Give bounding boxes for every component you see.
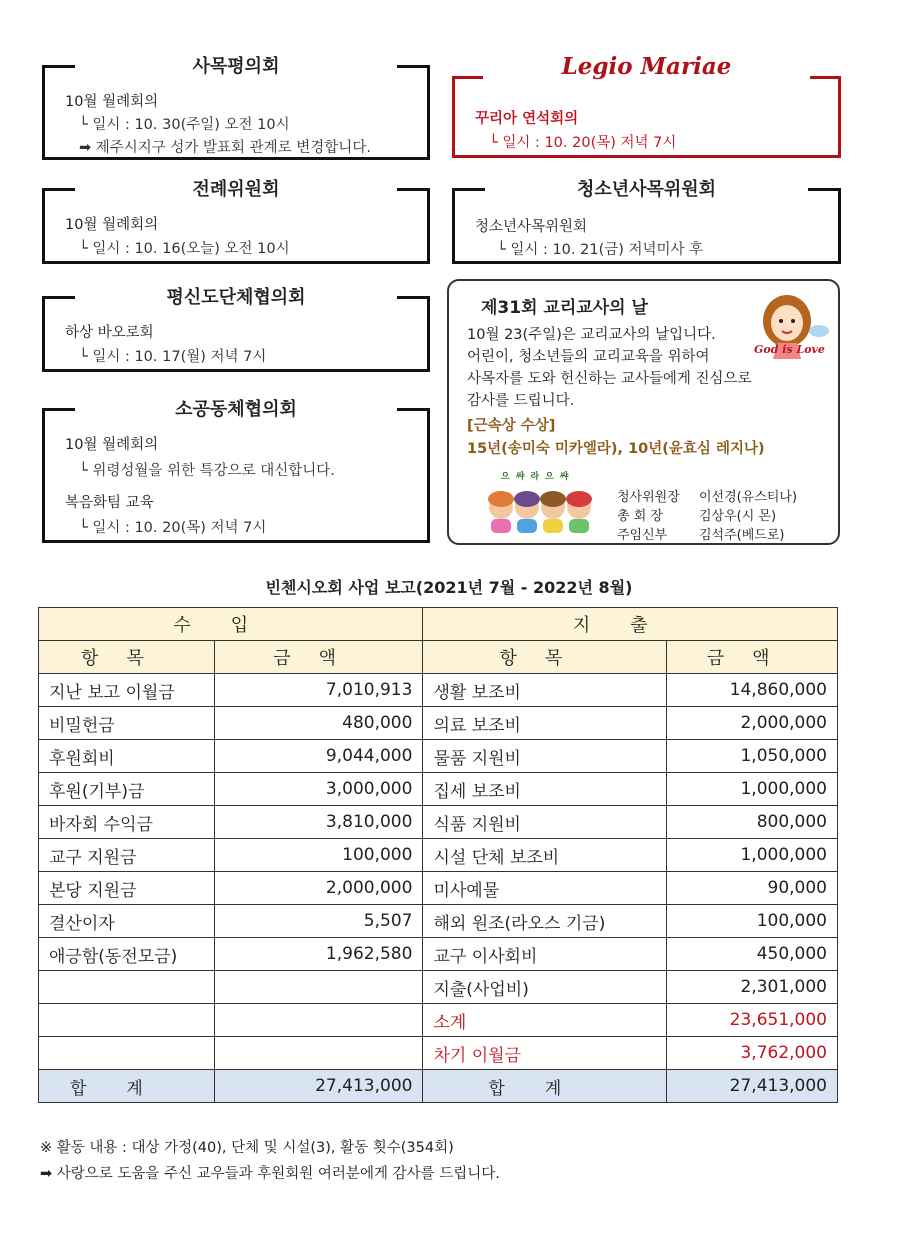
community-title: 소공동체협의회 [175, 399, 297, 420]
table-row [39, 938, 838, 971]
youth-line-1: 청소년사목위원회 [475, 219, 588, 235]
table-row [39, 1004, 838, 1037]
income-item-cell: 후원회비 [39, 740, 215, 773]
expense-item-cell: 시설 단체 보조비 [423, 839, 667, 872]
income-amount-cell [214, 971, 423, 1004]
table-row [39, 740, 838, 773]
signer-role-2: 총 회 장 [617, 509, 663, 524]
income-amount-cell: 7,010,913 [214, 674, 423, 707]
community-line-3: 복음화팀 교육 [65, 495, 154, 511]
note-1: ※ 활동 내용 : 대상 가정(40), 단체 및 시설(3), 활동 횟수(354회) [40, 1140, 454, 1156]
table-row [39, 806, 838, 839]
report-title: 빈첸시오회 사업 보고(2021년 7월 - 2022년 8월) [265, 578, 633, 597]
expense-item-cell: 생활 보조비 [423, 674, 667, 707]
expense-amount-cell: 1,050,000 [667, 740, 838, 773]
signer-name-2: 김상우(시 몬) [699, 509, 777, 524]
award-title: [근속상 수상] [467, 418, 556, 434]
income-item-cell [39, 1004, 215, 1037]
samok-line-2: └ 일시 : 10. 30(주일) 오전 10시 [79, 117, 290, 133]
note-2: ➡ 사랑으로 도움을 주신 교우들과 후원회원 여러분에게 감사를 드립니다. [40, 1166, 500, 1182]
jeonrye-line-1: 10월 월례회의 [65, 217, 159, 233]
income-item-cell: 애긍함(동전모금) [39, 938, 215, 971]
jeonrye-title: 전례위원회 [192, 179, 280, 200]
expense-item-cell: 미사예물 [423, 872, 667, 905]
legio-box [452, 53, 841, 158]
expense-item-cell: 차기 이월금 [423, 1037, 667, 1070]
expense-item-header: 항목 [423, 641, 667, 674]
expense-amount-cell: 3,762,000 [667, 1037, 838, 1070]
catechist-body-3: 사목자를 도와 헌신하는 교사들에게 진심으로 [467, 371, 752, 387]
expense-amount-cell: 23,651,000 [667, 1004, 838, 1037]
income-item-cell: 후원(기부)금 [39, 773, 215, 806]
youth-box [452, 179, 841, 264]
expense-total-label: 합계 [423, 1070, 667, 1103]
community-line-1: 10월 월례회의 [65, 437, 159, 453]
signer-name-3: 김석주(베드로) [699, 528, 785, 543]
table-row [39, 971, 838, 1004]
legio-line-2: └ 일시 : 10. 20(목) 저녁 7시 [489, 135, 677, 151]
expense-amount-cell: 2,301,000 [667, 971, 838, 1004]
expense-amount-cell: 2,000,000 [667, 707, 838, 740]
samok-line-3: ➡ 제주시지구 성가 발표회 관계로 변경합니다. [79, 140, 371, 156]
income-amount-cell [214, 1004, 423, 1037]
table-row [39, 872, 838, 905]
signer-role-3: 주임신부 [617, 528, 668, 543]
expense-amount-cell: 1,000,000 [667, 839, 838, 872]
expense-header: 지출 [423, 608, 838, 641]
income-amount-cell: 3,810,000 [214, 806, 423, 839]
table-row [39, 674, 838, 707]
income-amount-cell: 9,044,000 [214, 740, 423, 773]
catechist-body-4: 감사를 드립니다. [467, 393, 575, 409]
catechist-title: 제31회 교리교사의 날 [481, 298, 648, 318]
income-amount-cell: 1,962,580 [214, 938, 423, 971]
expense-item-cell: 교구 이사회비 [423, 938, 667, 971]
income-item-cell [39, 1037, 215, 1070]
cartoon-text: God is Love [754, 343, 825, 356]
community-line-2: └ 위령성월을 위한 특강으로 대신합니다. [79, 463, 335, 479]
legio-line-1: 꾸리아 연석회의 [475, 111, 579, 127]
laity-title: 평신도단체협의회 [166, 287, 306, 308]
community-box [42, 399, 430, 543]
expense-total-value: 27,413,000 [667, 1070, 838, 1103]
expense-item-cell: 의료 보조비 [423, 707, 667, 740]
table-row [39, 839, 838, 872]
samok-title: 사목평의회 [192, 56, 280, 77]
catechist-body-1: 10월 23(주일)은 교리교사의 날입니다. [467, 327, 716, 343]
expense-item-cell: 물품 지원비 [423, 740, 667, 773]
kids-text: 으쌰라으쌰 [501, 472, 575, 482]
income-item-cell [39, 971, 215, 1004]
cartoon-kids-icon [485, 477, 597, 537]
samok-box [42, 56, 430, 160]
income-item-cell: 본당 지원금 [39, 872, 215, 905]
expense-item-cell: 해외 원조(라오스 기금) [423, 905, 667, 938]
income-amount-cell: 100,000 [214, 839, 423, 872]
income-amount-cell: 2,000,000 [214, 872, 423, 905]
expense-item-cell: 지출(사업비) [423, 971, 667, 1004]
award-line: 15년(송미숙 미카엘라), 10년(윤효심 레지나) [467, 441, 765, 457]
expense-amount-cell: 100,000 [667, 905, 838, 938]
table-row [39, 773, 838, 806]
community-line-4: └ 일시 : 10. 20(목) 저녁 7시 [79, 520, 267, 536]
jeonrye-box [42, 179, 430, 264]
catechist-body-2: 어린이, 청소년들의 교리교육을 위하여 [467, 349, 710, 365]
expense-amount-header: 금액 [667, 641, 838, 674]
expense-amount-cell: 1,000,000 [667, 773, 838, 806]
table-row [39, 707, 838, 740]
jeonrye-line-2: └ 일시 : 10. 16(오늘) 오전 10시 [79, 241, 290, 257]
income-item-header: 항목 [39, 641, 215, 674]
table-row [39, 905, 838, 938]
laity-box [42, 287, 430, 372]
expense-item-cell: 집세 보조비 [423, 773, 667, 806]
income-item-cell: 지난 보고 이월금 [39, 674, 215, 707]
youth-line-2: └ 일시 : 10. 21(금) 저녁미사 후 [497, 242, 704, 258]
catechist-box [447, 279, 840, 545]
legio-title: Legio Mariae [561, 53, 732, 80]
income-amount-cell: 5,507 [214, 905, 423, 938]
laity-line-2: └ 일시 : 10. 17(월) 저녁 7시 [79, 349, 267, 365]
table-row [39, 1037, 838, 1070]
expense-amount-cell: 800,000 [667, 806, 838, 839]
income-amount-cell [214, 1037, 423, 1070]
income-header: 수입 [39, 608, 423, 641]
expense-amount-cell: 90,000 [667, 872, 838, 905]
income-item-cell: 교구 지원금 [39, 839, 215, 872]
income-item-cell: 바자회 수익금 [39, 806, 215, 839]
expense-amount-cell: 450,000 [667, 938, 838, 971]
income-total-label: 합계 [39, 1070, 215, 1103]
income-amount-header: 금액 [214, 641, 423, 674]
income-item-cell: 결산이자 [39, 905, 215, 938]
income-amount-cell: 3,000,000 [214, 773, 423, 806]
income-total-value: 27,413,000 [214, 1070, 423, 1103]
samok-line-1: 10월 월례회의 [65, 94, 159, 110]
signer-name-1: 이선경(유스티나) [699, 490, 798, 505]
report-table [38, 607, 838, 1103]
laity-line-1: 하상 바오로회 [65, 325, 154, 341]
expense-item-cell: 식품 지원비 [423, 806, 667, 839]
income-item-cell: 비밀헌금 [39, 707, 215, 740]
expense-amount-cell: 14,860,000 [667, 674, 838, 707]
income-amount-cell: 480,000 [214, 707, 423, 740]
youth-title: 청소년사목위원회 [576, 179, 717, 200]
expense-item-cell: 소계 [423, 1004, 667, 1037]
signer-role-1: 청사위원장 [617, 490, 680, 505]
